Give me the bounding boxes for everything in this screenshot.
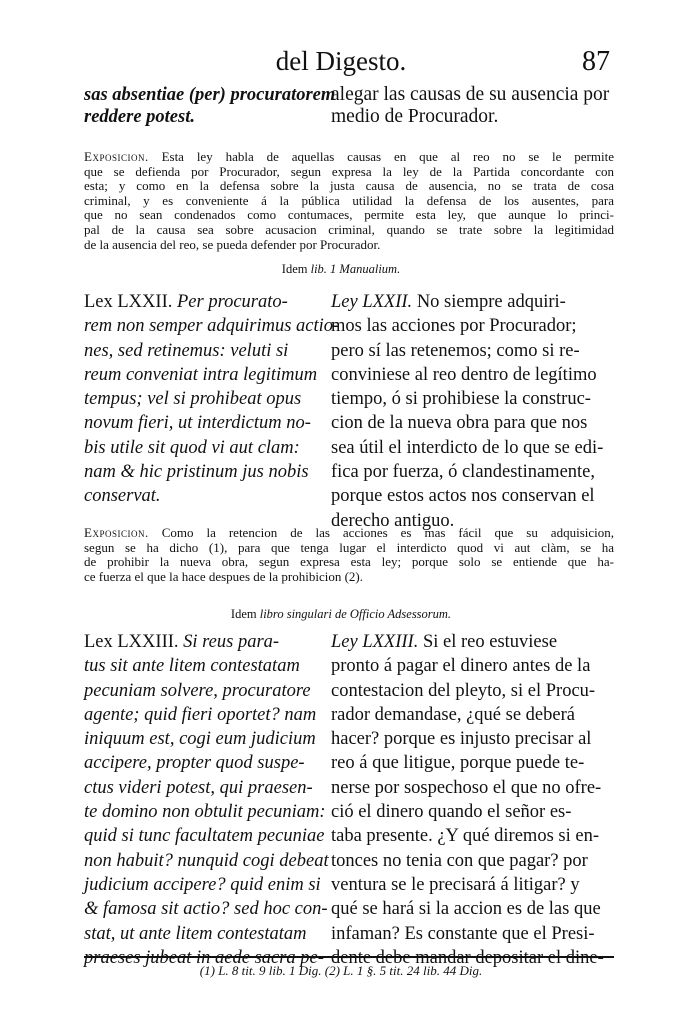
lex-heading: Lex LXXIII. [84,632,179,652]
spanish-line: reo á que litigue, porque puede te- [331,753,585,774]
latin-line: & famosa sit actio? sed hoc con- [84,899,328,920]
latin-line: rem non semper adquirimus actio- [84,316,340,337]
footnote-rule [84,956,614,958]
spanish-line: contestacion del pleyto, si el Procu- [331,680,596,701]
latin-line: non habuit? nunquid cogi debeat [84,850,329,871]
exposicion-line: que no sean condenados como contumaces, permite esta ley, que aunque lo princi- [84,207,614,223]
source-prefix: Idem [281,262,308,276]
exposicion-line: que se defienda por Procurador, segun expresa la ley de la Partida concordante con [84,163,614,179]
exposicion-line: Exposicion. Como la retencion de las acciones es mas fácil que su adquisicion, [84,525,614,540]
spanish-line: porque estos actos nos conservan el [331,486,595,507]
spanish-line: ció el dinero quando el señor es- [331,802,572,823]
latin-line: novum fieri, ut interdictum no- [84,413,311,434]
exposicion-line: esta; y como en la defensa sobre la justa causa de ausencia, no se trata de cosa [84,178,614,194]
ley-heading: Ley LXXII. [331,292,413,312]
latin-line: quid si tunc facultatem pecuniae [84,826,325,847]
spanish-line: medio de Procurador. [331,106,499,127]
latin-line: Lex LXXII. Per procurato- [84,292,288,312]
latin-line: te domino non obtulit pecuniam: [84,802,326,823]
latin-line: pecuniam solvere, procuratore [84,680,311,701]
latin-line: sas absentiae (per) procuratorem [84,85,336,105]
exposicion-line: ce fuerza el que la hace despues de la prohibicion (2). [84,568,364,584]
spanish-line: cion de la nueva obra para que nos [331,413,588,434]
spanish-line: mos las acciones por Procurador; [331,316,577,337]
latin-line: conservat. [84,486,161,507]
latin-line: praeses jubeat in aede sacra pe- [84,947,324,968]
source-prefix: Idem [230,607,257,621]
latin-line: judicium accipere? quid enim si [84,874,321,895]
spanish-line: sea útil el interdicto de lo que se edi- [331,437,604,458]
spanish-line: conviniese al reo dentro de legítimo [331,364,597,385]
spanish-line: fica por fuerza, ó clandestinamente, [331,462,596,483]
exposicion-line: de prohibir la nueva obra, segun expresa esta ley; porque solo se entiende que ha- [84,554,614,570]
spanish-line: taba presente. ¿Y qué diremos si en- [331,826,599,847]
exposicion-line: criminal, y es conveniente á la pública utilidad la defensa de los ausentes, para [84,192,614,208]
source-citation-1 [0,262,682,277]
spanish-column [331,630,614,970]
spanish-line: tiempo, ó si prohibiese la construc- [331,389,591,410]
spanish-line: hacer? porque es injusto precisar al [331,729,592,750]
source-work: lib. 1 Manualium. [310,262,401,276]
latin-line: accipere, propter quod suspe- [84,753,305,774]
exposicion-label: Exposicion. [84,149,149,164]
spanish-line: nerse por sospechoso el que no ofre- [331,777,602,798]
latin-line: Lex LXXIII. Si reus para- [84,632,280,652]
spanish-line: pronto á pagar el dinero antes de la [331,656,591,677]
spanish-column [331,290,614,533]
running-head [0,46,682,80]
exposicion-label: Exposicion. [84,525,149,540]
spanish-line: pero sí las retenemos; como si re- [331,340,580,361]
exposicion-line: segun se ha dicho (1), para que tenga lugar el interdicto quod vi aut clàm, se ha [84,539,614,555]
latin-line: nes, sed retinemus: veluti si [84,340,289,361]
exposicion-line: pal de la causa sea sobre acusacion criminal, quando se trate sobre la legitimidad [84,221,614,237]
spanish-line: alegar las causas de su ausencia por [331,84,610,105]
page-number: 87 [582,46,610,77]
spanish-column [331,84,614,128]
latin-line: bis utile sit quod vi aut clam: [84,437,300,458]
spanish-line: ventura se le precisará á litigar? y [331,874,580,895]
lex-heading: Lex LXXII. [84,292,173,312]
latin-line: agente; quid fieri oportet? nam [84,704,317,725]
latin-line: iniquum est, cogi eum judicium [84,729,316,750]
latin-line: nam & hic pristinum jus nobis [84,462,309,483]
footnotes: (1) L. 8 tit. 9 lib. 1 Dig. (2) L. 1 §. 5 tit. 24 lib. 44 Dig. [199,963,483,978]
spanish-line: dente debe mandar depositar el dine- [331,947,604,968]
latin-column [84,630,329,970]
latin-line: reum conveniat intra legitimum [84,364,318,385]
spanish-line: infaman? Es constante que el Presi- [331,923,595,944]
exposicion-paragraph-2 [84,526,614,584]
exposicion-line: Exposicion. Esta ley habla de aquellas causas en que al reo no se le permite [84,149,614,164]
source-work: libro singulari de Officio Adsessorum. [259,607,452,621]
latin-column [84,84,336,128]
spanish-line: qué se hará si la accion es de las que [331,899,601,920]
running-title: del Digesto. [275,46,407,76]
spanish-line: Ley LXXII. No siempre adquiri- [331,292,566,312]
source-citation-2 [0,607,682,622]
latin-line: tempus; vel si prohibeat opus [84,389,302,410]
latin-line: stat, ut ante litem contestatam [84,923,307,944]
spanish-line: tonces no tenia con que pagar? por [331,850,588,871]
spanish-line: Ley LXXIII. Si el reo estuviese [331,632,558,652]
spanish-line: rador demandase, ¿qué se deberá [331,704,575,725]
spanish-line: derecho antiguo. [331,510,455,531]
latin-column [84,290,340,509]
latin-line: tus sit ante litem contestatam [84,656,300,677]
ley-heading: Ley LXXIII. [331,632,419,652]
latin-line: reddere potest. [84,107,195,127]
latin-line: ctus videri potest, qui praesen- [84,777,313,798]
exposicion-paragraph-1 [84,150,614,252]
exposicion-line: de la ausencia del reo, se pueda defender por Procurador. [84,236,381,252]
